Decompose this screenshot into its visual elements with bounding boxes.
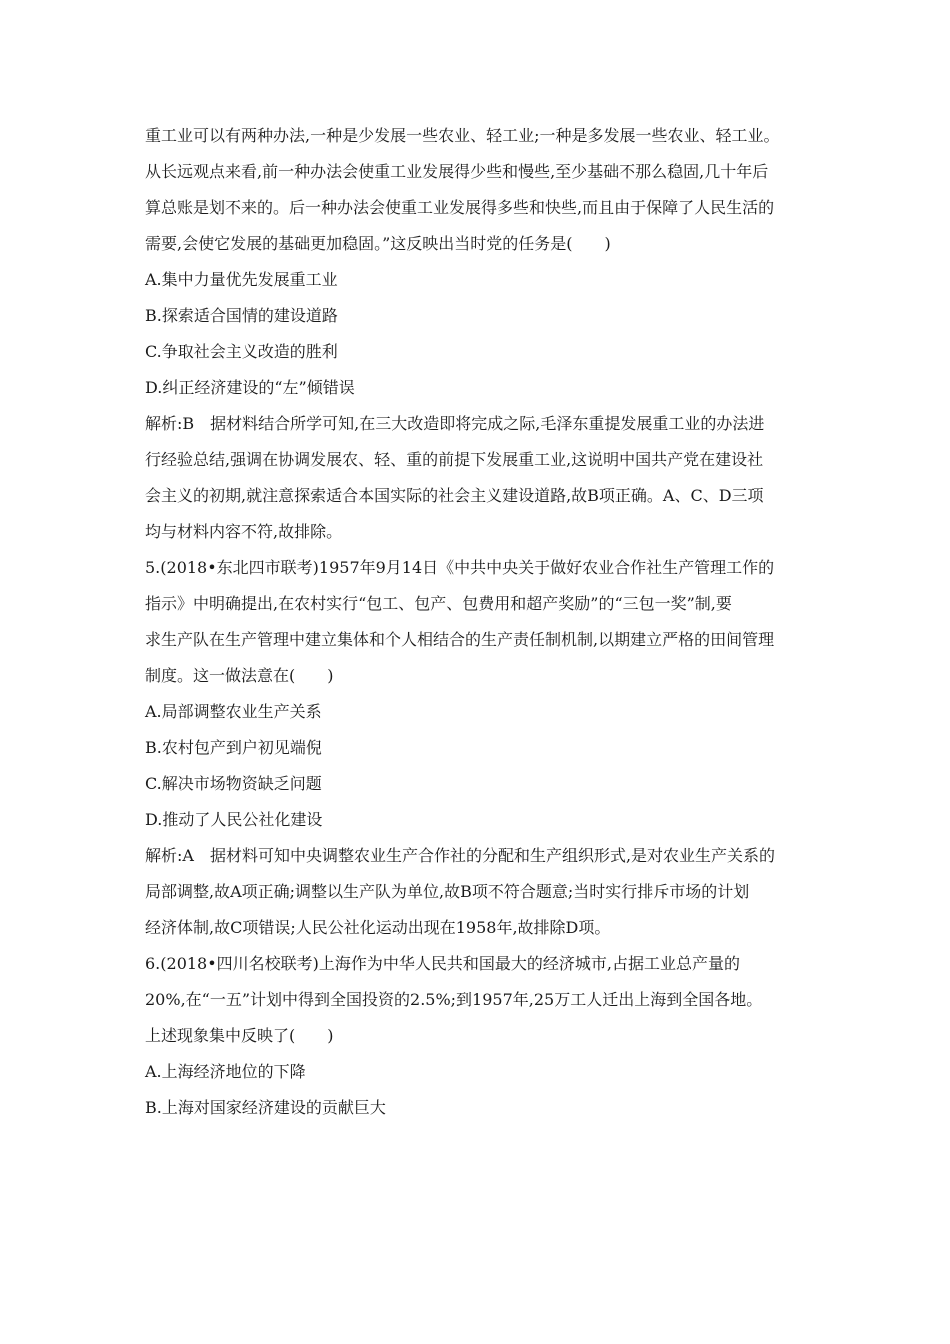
question-6-option-a: A.上海经济地位的下降 — [145, 1062, 306, 1081]
question-4-analysis-line: 行经验总结,强调在协调发展农、轻、重的前提下发展重工业,这说明中国共产党在建设社 — [145, 450, 764, 469]
question-6-stem-line: 上述现象集中反映了( ) — [145, 1026, 334, 1045]
question-5-option-c: C.解决市场物资缺乏问题 — [145, 774, 322, 793]
question-4 — [145, 118, 810, 550]
question-5-stem-line: 求生产队在生产管理中建立集体和个人相结合的生产责任制机制,以期建立严格的田间管理 — [145, 630, 775, 649]
question-4-analysis-line: 会主义的初期,就注意探索适合本国实际的社会主义建设道路,故B项正确。A、C、D三项 — [145, 486, 764, 505]
question-5-stem-line: 指示》中明确提出,在农村实行“包工、包产、包费用和超产奖励”的“三包一奖”制,要 — [145, 594, 732, 613]
question-4-stem-line: 需要,会使它发展的基础更加稳固。”这反映出当时党的任务是( ) — [145, 234, 611, 253]
question-5-option-a: A.局部调整农业生产关系 — [145, 702, 322, 721]
question-4-option-b: B.探索适合国情的建设道路 — [145, 306, 338, 325]
question-5-option-d: D.推动了人民公社化建设 — [145, 810, 323, 829]
question-5-option-b: B.农村包产到户初见端倪 — [145, 738, 322, 757]
question-4-analysis-line: 均与材料内容不符,故排除。 — [145, 522, 343, 541]
question-5-stem-line: 制度。这一做法意在( ) — [145, 666, 334, 685]
question-6-option-b: B.上海对国家经济建设的贡献巨大 — [145, 1098, 386, 1117]
question-4-stem-line: 算总账是划不来的。后一种办法会使重工业发展得多些和快些,而且由于保障了人民生活的 — [145, 198, 775, 217]
question-5-analysis-line: 经济体制,故C项错误;人民公社化运动出现在1958年,故排除D项。 — [145, 918, 611, 937]
question-4-option-c: C.争取社会主义改造的胜利 — [145, 342, 338, 361]
question-6 — [145, 946, 810, 1126]
question-4-stem-line: 重工业可以有两种办法,一种是少发展一些农业、轻工业;一种是多发展一些农业、轻工业。 — [145, 126, 780, 145]
question-5-stem-line: 5.(2018•东北四市联考)1957年9月14日《中共中央关于做好农业合作社生产管理工作的 — [145, 558, 775, 577]
question-6-stem-line: 6.(2018•四川名校联考)上海作为中华人民共和国最大的经济城市,占据工业总产量的 — [145, 954, 740, 973]
question-4-option-a: A.集中力量优先发展重工业 — [145, 270, 338, 289]
question-5-analysis-line: 解析:A 据材料可知中央调整农业生产合作社的分配和生产组织形式,是对农业生产关系的 — [145, 846, 776, 865]
question-4-option-d: D.纠正经济建设的“左”倾错误 — [145, 378, 355, 397]
question-6-stem-line: 20%,在“一五”计划中得到全国投资的2.5%;到1957年,25万工人迁出上海到全国各地。 — [145, 990, 763, 1009]
question-4-analysis-line: 解析:B 据材料结合所学可知,在三大改造即将完成之际,毛泽东重提发展重工业的办法进 — [145, 414, 765, 433]
question-4-stem-line: 从长远观点来看,前一种办法会使重工业发展得少些和慢些,至少基础不那么稳固,几十年后 — [145, 162, 769, 181]
document-content — [145, 118, 810, 1126]
question-5-analysis-line: 局部调整,故A项正确;调整以生产队为单位,故B项不符合题意;当时实行排斥市场的计划 — [145, 882, 750, 901]
question-5 — [145, 550, 810, 946]
